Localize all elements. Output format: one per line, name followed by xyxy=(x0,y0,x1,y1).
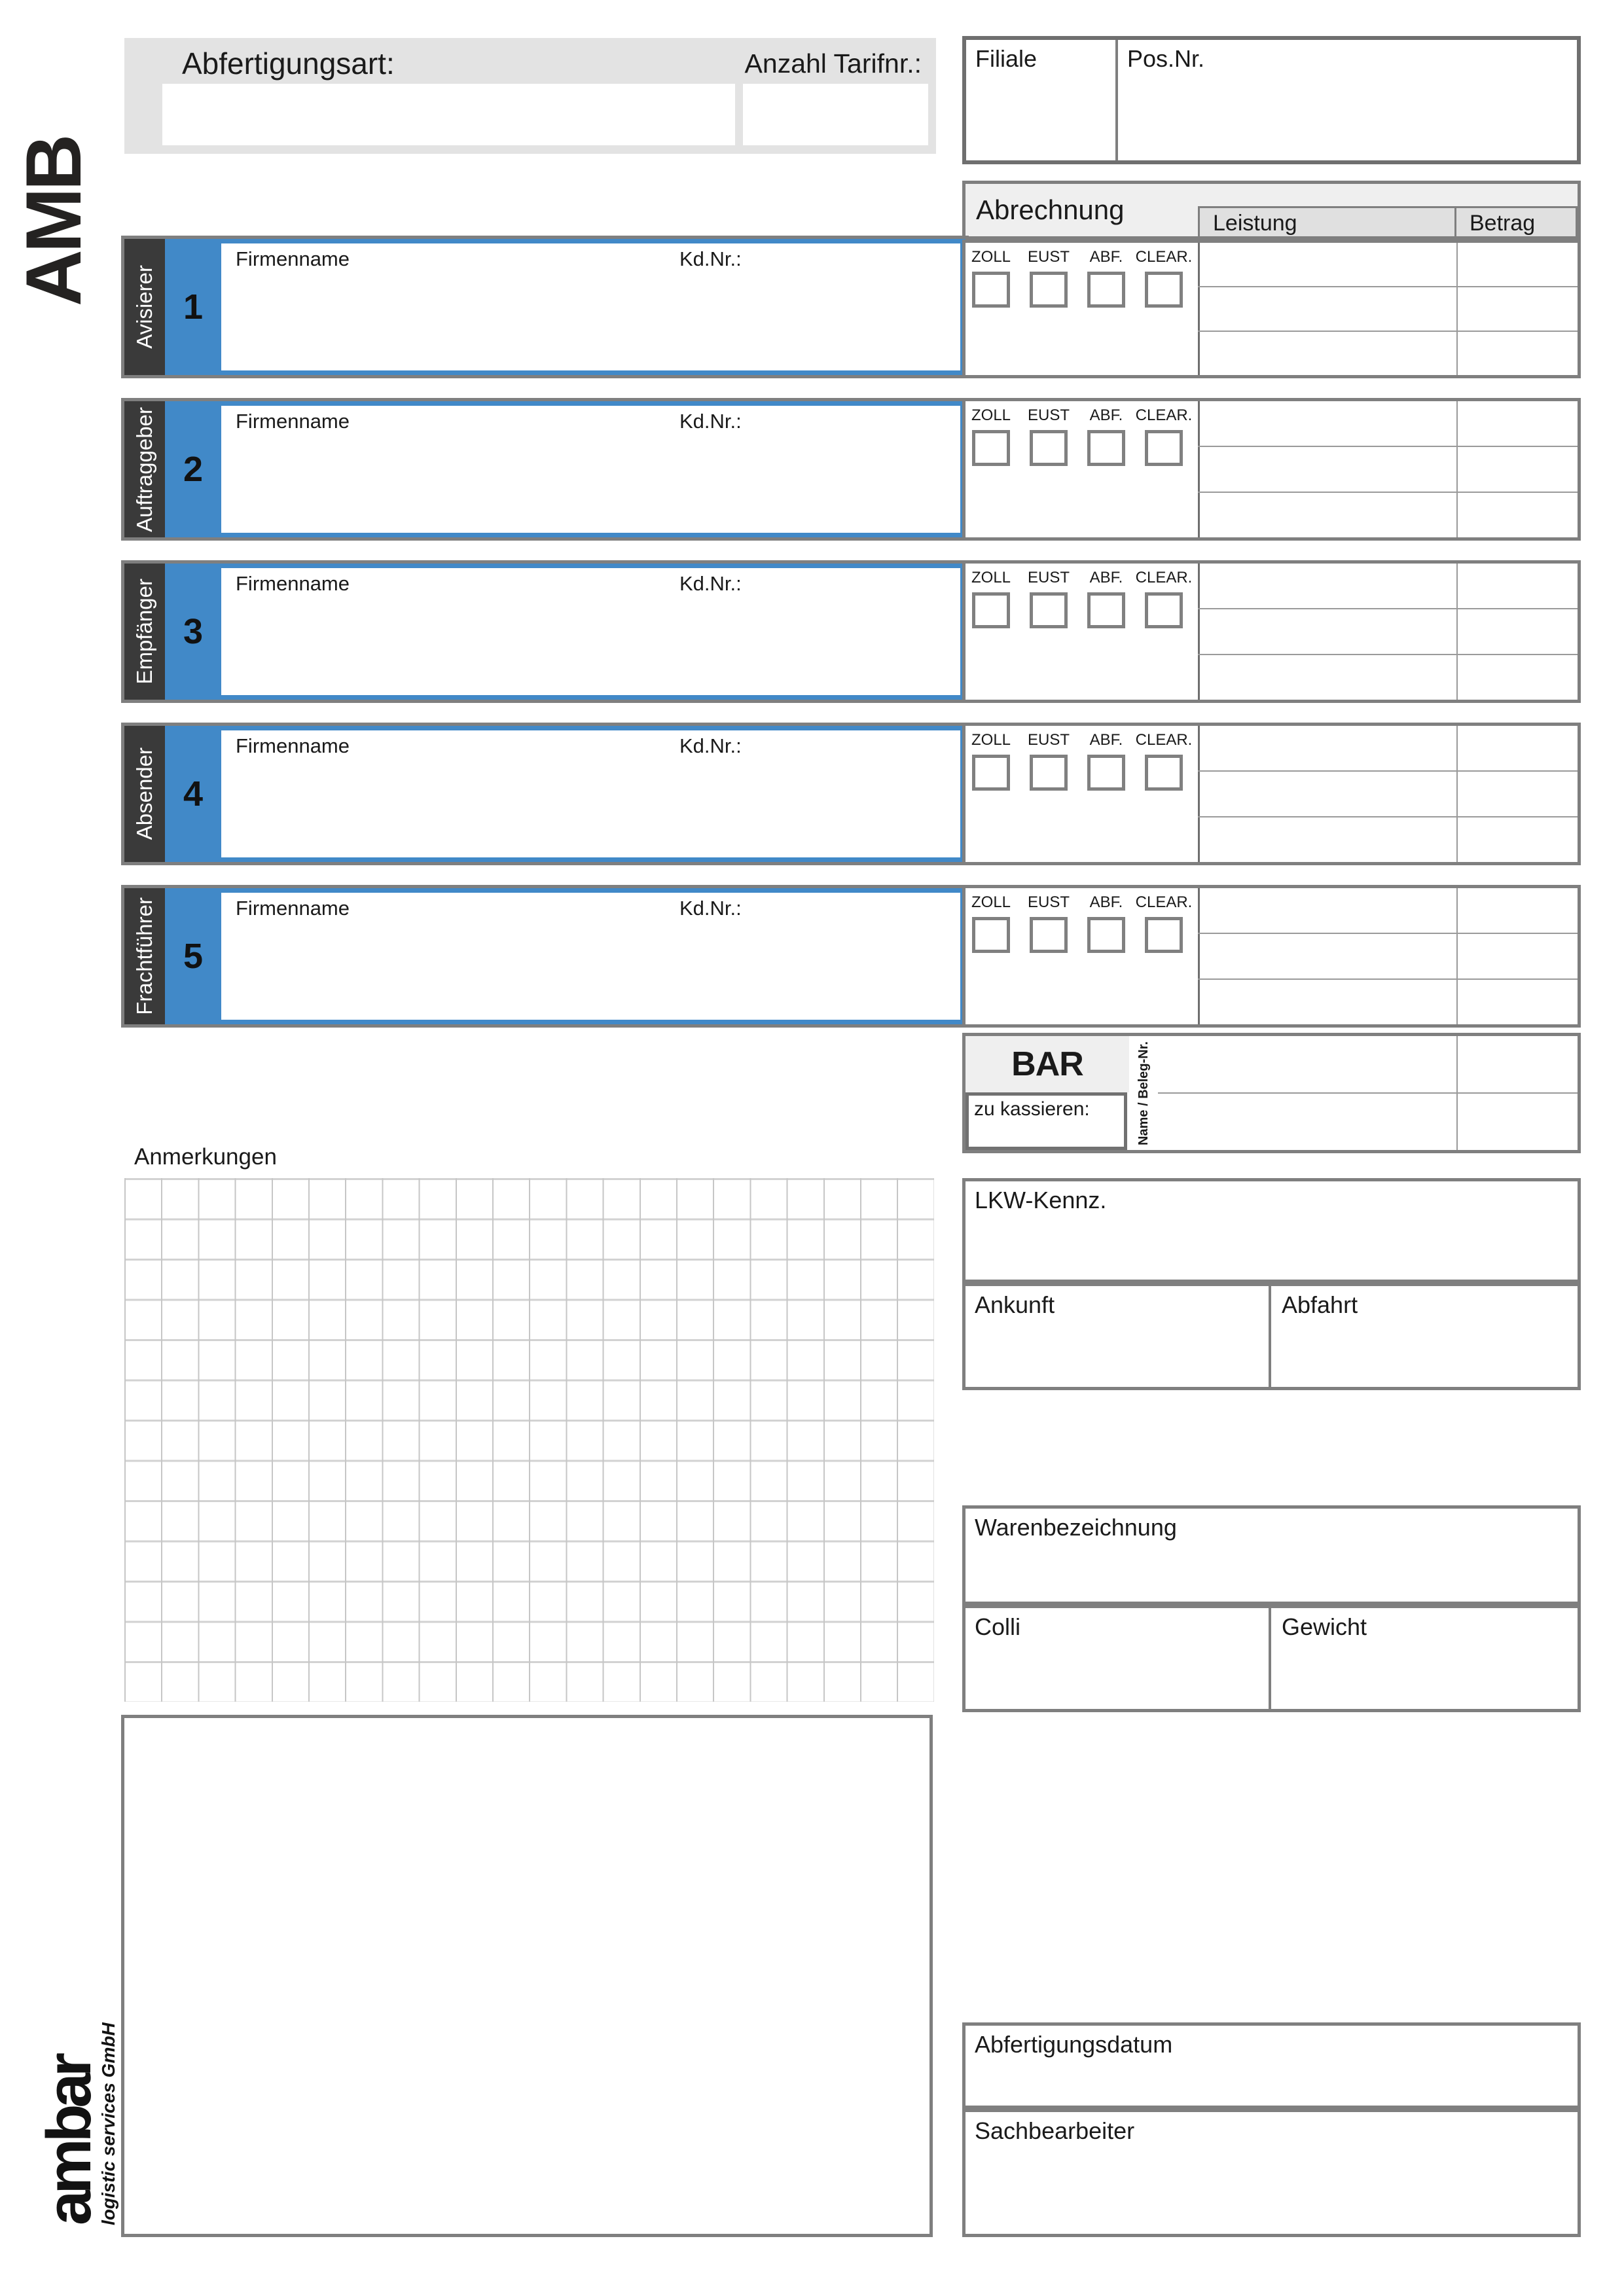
ankunft-field[interactable] xyxy=(965,1286,1269,1387)
ankunft-abfahrt-box xyxy=(962,1283,1581,1390)
checkbox-label: EUST xyxy=(1028,893,1070,911)
party-company-field[interactable] xyxy=(221,893,960,1020)
checkbox-label: CLEAR. xyxy=(1135,731,1193,749)
abfertigungsart-label: Abfertigungsart: xyxy=(182,46,395,81)
party-role-tab xyxy=(124,888,165,1024)
bar-title: BAR xyxy=(1011,1045,1083,1083)
firmenname-label: Firmenname xyxy=(236,897,350,920)
zoll-checkbox[interactable] xyxy=(972,430,1010,466)
checkbox-column xyxy=(1135,248,1193,308)
checkbox-column xyxy=(972,248,1010,308)
leistung-cells[interactable] xyxy=(1198,726,1456,862)
clear-checkbox[interactable] xyxy=(1145,272,1183,308)
checkbox-label: EUST xyxy=(1028,731,1070,749)
abrechnung-block xyxy=(962,560,1581,703)
firmenname-label: Firmenname xyxy=(236,247,350,270)
ambar-logo xyxy=(34,2006,120,2225)
row-divider xyxy=(1198,654,1578,655)
zu-kassieren-label: zu kassieren: xyxy=(974,1098,1090,1120)
party-company-field[interactable] xyxy=(221,730,960,857)
leistung-divider xyxy=(1198,243,1200,375)
abrechnung-block xyxy=(962,240,1581,378)
eust-checkbox[interactable] xyxy=(1030,430,1068,466)
gewicht-field[interactable] xyxy=(1271,1608,1578,1709)
zoll-checkbox[interactable] xyxy=(972,755,1010,791)
checkbox-column xyxy=(1030,406,1068,466)
checkbox-label: ABF. xyxy=(1089,731,1123,749)
abrechnung-header xyxy=(962,181,1581,240)
warenbezeichnung-field[interactable] xyxy=(962,1505,1581,1605)
clear-checkbox[interactable] xyxy=(1145,917,1183,953)
ambar-logo-tagline: logistic services GmbH xyxy=(98,2022,118,2225)
checkbox-column xyxy=(972,893,1010,953)
abfahrt-field[interactable] xyxy=(1271,1286,1578,1387)
anzahl-tarifnr-label: Anzahl Tarifnr.: xyxy=(744,48,922,79)
row-divider xyxy=(1198,331,1578,332)
zoll-checkbox[interactable] xyxy=(972,917,1010,953)
betrag-divider xyxy=(1456,726,1458,862)
filiale-field[interactable] xyxy=(966,40,1115,160)
party-row xyxy=(121,236,969,378)
checkbox-column xyxy=(1135,893,1193,953)
abrechnung-column-headers xyxy=(1198,206,1578,236)
eust-checkbox[interactable] xyxy=(1030,755,1068,791)
gewicht-label: Gewicht xyxy=(1282,1613,1367,1640)
party-company-field[interactable] xyxy=(221,243,960,370)
kdnr-label: Kd.Nr.: xyxy=(679,410,742,433)
party-role-label: Avisierer xyxy=(132,265,156,349)
bar-betrag-divider xyxy=(1456,1036,1458,1150)
betrag-divider xyxy=(1456,564,1458,700)
checkbox-column xyxy=(1030,893,1068,953)
leistung-cells[interactable] xyxy=(1198,243,1456,375)
checkbox-column xyxy=(1087,406,1125,466)
colli-label: Colli xyxy=(975,1613,1021,1640)
row-divider xyxy=(1198,933,1578,934)
kdnr-label: Kd.Nr.: xyxy=(679,572,742,595)
kdnr-label: Kd.Nr.: xyxy=(679,897,742,920)
eust-checkbox[interactable] xyxy=(1030,272,1068,308)
warenbezeichnung-label: Warenbezeichnung xyxy=(975,1514,1177,1541)
posnr-label: Pos.Nr. xyxy=(1127,45,1205,72)
colli-field[interactable] xyxy=(965,1608,1269,1709)
abf-checkbox[interactable] xyxy=(1087,272,1125,308)
ambar-logo-wordmark: ambar xyxy=(34,2056,104,2225)
party-number: 2 xyxy=(183,450,204,489)
checkbox-label: ZOLL xyxy=(971,569,1011,586)
name-beleg-label: Name / Beleg-Nr. xyxy=(1136,1041,1151,1145)
betrag-cells[interactable] xyxy=(1456,243,1578,375)
checkbox-column xyxy=(1087,893,1125,953)
party-row xyxy=(121,885,969,1028)
party-row xyxy=(121,560,969,703)
firmenname-label: Firmenname xyxy=(236,410,350,433)
abrechnung-title: Abrechnung xyxy=(976,194,1125,225)
abf-checkbox[interactable] xyxy=(1087,917,1125,953)
kdnr-label: Kd.Nr.: xyxy=(679,247,742,270)
checkbox-column xyxy=(1135,406,1193,466)
row-divider xyxy=(1198,608,1578,609)
firmenname-label: Firmenname xyxy=(236,734,350,757)
abfertigungsdatum-field[interactable] xyxy=(962,2022,1581,2109)
abf-checkbox[interactable] xyxy=(1087,430,1125,466)
party-company-field[interactable] xyxy=(221,406,960,533)
lkw-kennz-label: LKW-Kennz. xyxy=(975,1187,1107,1213)
bar-section xyxy=(962,1033,1581,1153)
abf-checkbox[interactable] xyxy=(1087,592,1125,628)
row-divider xyxy=(1198,492,1578,493)
zu-kassieren-field[interactable] xyxy=(965,1092,1127,1150)
eust-checkbox[interactable] xyxy=(1030,592,1068,628)
sachbearbeiter-label: Sachbearbeiter xyxy=(975,2117,1135,2144)
party-role-tab xyxy=(124,239,165,375)
abfertigungsdatum-label: Abfertigungsdatum xyxy=(975,2031,1173,2058)
checkbox-column xyxy=(1087,731,1125,791)
anzahl-tarifnr-input[interactable] xyxy=(743,84,928,145)
abrechnung-block xyxy=(962,398,1581,541)
checkbox-group xyxy=(971,893,1193,953)
ankunft-label: Ankunft xyxy=(975,1291,1055,1318)
abfertigungsart-panel xyxy=(124,38,936,154)
filiale-posnr-box xyxy=(962,36,1581,164)
leistung-column-header: Leistung xyxy=(1198,206,1456,236)
betrag-cells[interactable] xyxy=(1456,564,1578,700)
bottom-left-field[interactable] xyxy=(121,1715,933,2237)
betrag-divider xyxy=(1456,888,1458,1024)
party-company-field[interactable] xyxy=(221,568,960,695)
kdnr-label: Kd.Nr.: xyxy=(679,734,742,757)
posnr-field[interactable] xyxy=(1118,40,1577,160)
checkbox-column xyxy=(1135,731,1193,791)
row-divider xyxy=(1198,978,1578,980)
party-number: 5 xyxy=(183,937,204,976)
checkbox-label: ABF. xyxy=(1089,248,1123,266)
leistung-cells[interactable] xyxy=(1198,888,1456,1024)
betrag-column-header: Betrag xyxy=(1456,206,1578,236)
amb-logo: AMB xyxy=(10,137,98,306)
checkbox-column xyxy=(972,731,1010,791)
row-divider xyxy=(1198,446,1578,447)
anmerkungen-label: Anmerkungen xyxy=(134,1144,277,1170)
checkbox-label: CLEAR. xyxy=(1135,248,1193,266)
party-row xyxy=(121,398,969,541)
abfahrt-label: Abfahrt xyxy=(1282,1291,1358,1318)
abfertigungsart-input[interactable] xyxy=(162,84,735,145)
row-divider xyxy=(1198,286,1578,287)
zoll-checkbox[interactable] xyxy=(972,592,1010,628)
row-divider xyxy=(1198,816,1578,817)
colli-gewicht-box xyxy=(962,1605,1581,1712)
abrechnung-block xyxy=(962,885,1581,1028)
checkbox-label: ZOLL xyxy=(971,731,1011,749)
checkbox-label: ABF. xyxy=(1089,893,1123,911)
leistung-divider xyxy=(1198,564,1200,700)
betrag-cells[interactable] xyxy=(1456,726,1578,862)
checkbox-group xyxy=(971,731,1193,791)
lkw-kennz-field[interactable] xyxy=(962,1178,1581,1283)
checkbox-label: CLEAR. xyxy=(1135,893,1193,911)
checkbox-column xyxy=(1087,248,1125,308)
party-number: 3 xyxy=(183,612,204,651)
row-divider xyxy=(1198,770,1578,772)
clear-checkbox[interactable] xyxy=(1145,755,1183,791)
leistung-divider xyxy=(1198,888,1200,1024)
clear-checkbox[interactable] xyxy=(1145,592,1183,628)
party-role-label: Frachtführer xyxy=(132,897,156,1015)
bar-row-divider xyxy=(1158,1092,1578,1094)
checkbox-label: EUST xyxy=(1028,248,1070,266)
bar-header xyxy=(965,1036,1129,1092)
abf-checkbox[interactable] xyxy=(1087,755,1125,791)
clear-checkbox[interactable] xyxy=(1145,430,1183,466)
leistung-divider xyxy=(1198,401,1200,537)
checkbox-column xyxy=(972,406,1010,466)
leistung-cells[interactable] xyxy=(1198,401,1456,537)
checkbox-column xyxy=(972,569,1010,628)
checkbox-column xyxy=(1135,569,1193,628)
party-role-tab xyxy=(124,564,165,700)
sachbearbeiter-field[interactable] xyxy=(962,2109,1581,2237)
zoll-checkbox[interactable] xyxy=(972,272,1010,308)
filiale-label: Filiale xyxy=(975,45,1038,72)
checkbox-label: ZOLL xyxy=(971,406,1011,424)
party-number: 4 xyxy=(183,774,204,814)
checkbox-group xyxy=(971,406,1193,466)
checkbox-label: EUST xyxy=(1028,406,1070,424)
checkbox-group xyxy=(971,248,1193,308)
checkbox-column xyxy=(1030,731,1068,791)
party-role-label: Empfänger xyxy=(132,579,156,685)
betrag-cells[interactable] xyxy=(1456,401,1578,537)
party-role-label: Absender xyxy=(132,747,156,840)
eust-checkbox[interactable] xyxy=(1030,917,1068,953)
name-beleg-column xyxy=(1129,1036,1158,1150)
checkbox-column xyxy=(1030,248,1068,308)
checkbox-label: EUST xyxy=(1028,569,1070,586)
party-row xyxy=(121,723,969,865)
checkbox-column xyxy=(1087,569,1125,628)
party-role-tab xyxy=(124,726,165,862)
checkbox-column xyxy=(1030,569,1068,628)
betrag-divider xyxy=(1456,401,1458,537)
abrechnung-block xyxy=(962,723,1581,865)
checkbox-label: CLEAR. xyxy=(1135,406,1193,424)
checkbox-label: ZOLL xyxy=(971,248,1011,266)
betrag-cells[interactable] xyxy=(1456,888,1578,1024)
checkbox-label: ZOLL xyxy=(971,893,1011,911)
firmenname-label: Firmenname xyxy=(236,572,350,595)
party-number: 1 xyxy=(183,287,204,327)
leistung-divider xyxy=(1198,726,1200,862)
anmerkungen-grid[interactable] xyxy=(124,1178,934,1702)
party-role-label: Auftraggeber xyxy=(132,406,156,532)
checkbox-group xyxy=(971,569,1193,628)
betrag-divider xyxy=(1456,243,1458,375)
leistung-cells[interactable] xyxy=(1198,564,1456,700)
party-role-tab xyxy=(124,401,165,537)
checkbox-label: CLEAR. xyxy=(1135,569,1193,586)
checkbox-label: ABF. xyxy=(1089,569,1123,586)
checkbox-label: ABF. xyxy=(1089,406,1123,424)
